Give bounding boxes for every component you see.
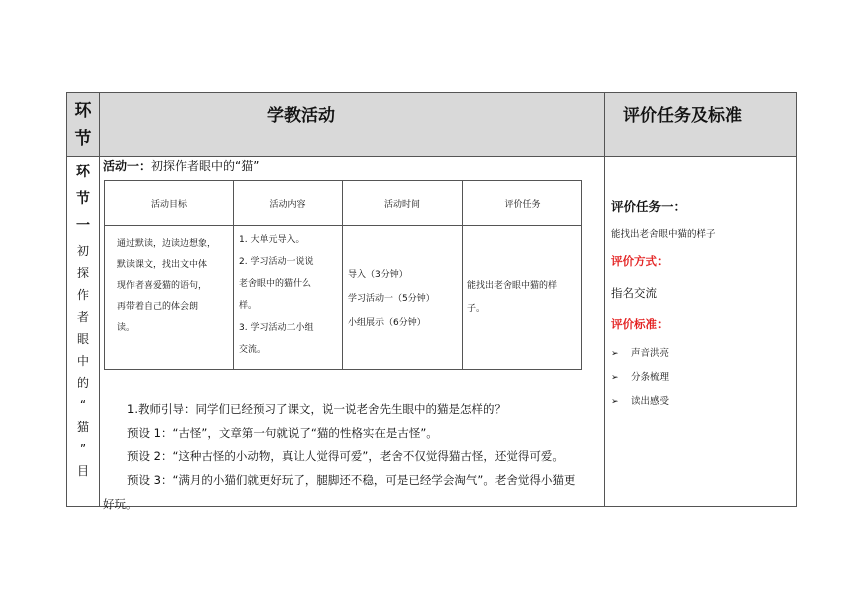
cell-line: 通过默读，边读边想象，: [117, 239, 217, 249]
col-header-goal: 活动目标: [150, 200, 187, 210]
cell-line: 学习活动一（5分钟）: [348, 294, 435, 304]
paragraph-preset-1: 预设 1：“古怪”，文章第一句就说了“猫的性格实在是古怪”。: [127, 426, 438, 440]
col-header-time: 活动时间: [383, 200, 420, 210]
paragraph-preset-2: 预设 2：“这种古怪的小动物，真让人觉得可爱”，老舍不仅觉得猫古怪，还觉得可爱。: [127, 449, 564, 463]
stage-char: 环: [76, 164, 90, 180]
paragraph-prompt: 1.教师引导：同学们已经预习了课文，说一说老舍先生眼中的猫是怎样的？: [127, 402, 506, 416]
cell-goal: [117, 234, 216, 339]
cell-line: 读。: [117, 323, 136, 333]
evaluation-standard-label: 评价标准：: [611, 317, 669, 331]
cell-line: 2. 学习活动一说说: [239, 257, 314, 267]
cell-task: [467, 275, 557, 321]
activity-title-text: 初探作者眼中的“猫”: [151, 159, 260, 173]
paragraph-preset-3: 预设 3：“满月的小猫们就更好玩了，腿脚还不稳，可是已经学会淘气”。老舍觉得小猫更: [127, 473, 576, 487]
stage-char: 探: [76, 266, 89, 280]
arrow-bullet-icon: ➢: [611, 373, 619, 383]
header-stage-char: 环: [74, 101, 92, 121]
stage-char: 者: [76, 310, 89, 324]
cell-line: 子。: [467, 304, 486, 314]
header-activities: 学教活动: [267, 106, 335, 126]
header-evaluation: 评价任务及标准: [623, 106, 742, 126]
stage-char: 节: [76, 191, 90, 207]
row-divider: [105, 225, 581, 226]
cell-line: 现作者喜爱猫的语句，: [117, 281, 208, 291]
evaluation-task-title: 评价任务一：: [611, 199, 687, 214]
cell-line: 3. 学习活动二小组: [239, 323, 314, 333]
cell-line: 样。: [239, 301, 258, 311]
column-divider: [604, 93, 605, 506]
stage-char: 眼: [76, 332, 89, 346]
standard-bullet: [611, 369, 669, 383]
cell-line: 再带着自己的体会朗: [117, 302, 199, 312]
activity-title-label: 活动一：: [103, 159, 152, 173]
standard-bullet: [611, 393, 669, 407]
cell-time: [348, 263, 435, 335]
col-header-content: 活动内容: [269, 200, 306, 210]
col-header-task: 评价任务: [504, 200, 541, 210]
stage-char: “: [79, 398, 87, 412]
stage-char: 目: [76, 464, 89, 478]
activity-title: [103, 157, 259, 174]
cell-line: 交流。: [239, 345, 267, 355]
cell-line: 默读课文，找出文中体: [117, 260, 208, 270]
header-stage: [67, 97, 99, 153]
cell-line: 小组展示（6分钟）: [348, 318, 426, 328]
stage-label: [67, 159, 99, 482]
bullet-text: 分条梳理: [631, 372, 670, 383]
cell-line: 老舍眼中的猫什么: [239, 279, 312, 289]
cell-line: 导入（3分钟）: [348, 270, 408, 280]
activity-plan-table: [104, 180, 582, 370]
stage-char: 作: [76, 288, 89, 302]
evaluation-method-label: 评价方式：: [611, 254, 669, 268]
bullet-text: 读出感受: [631, 396, 670, 407]
stage-char: 的: [76, 376, 89, 390]
stage-char: 中: [76, 354, 89, 368]
evaluation-method-text: 指名交流: [611, 286, 657, 300]
stage-char: 初: [76, 244, 89, 258]
arrow-bullet-icon: ➢: [611, 349, 619, 359]
cell-line: 能找出老舍眼中猫的样: [467, 281, 558, 291]
paragraph-preset-3-cont: 好玩。: [103, 497, 138, 511]
cell-line: 1. 大单元导入。: [239, 235, 305, 245]
header-stage-char: 节: [74, 129, 92, 149]
stage-char: ”: [79, 442, 87, 456]
evaluation-task-text: 能找出老舍眼中猫的样子: [611, 229, 716, 240]
cell-content: [239, 229, 313, 361]
bullet-text: 声音洪亮: [631, 348, 670, 359]
standard-bullet: [611, 345, 669, 359]
column-divider: [99, 93, 100, 506]
arrow-bullet-icon: ➢: [611, 397, 619, 407]
stage-char: 一: [76, 218, 90, 234]
stage-char: 猫: [76, 420, 89, 434]
